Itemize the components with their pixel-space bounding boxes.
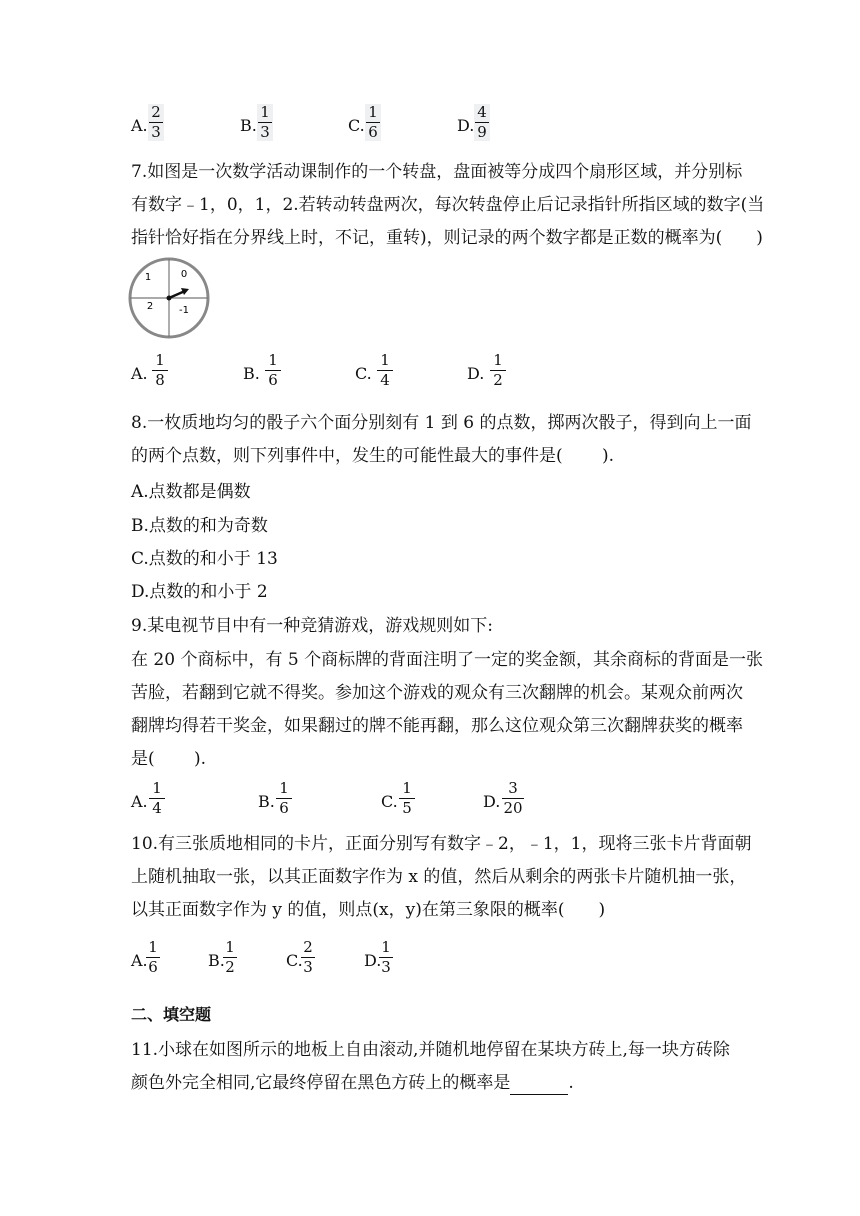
- q7-option-a-fraction: [152, 352, 168, 389]
- q6-option-a-num: 2: [151, 103, 161, 121]
- q7-line-3: 指针恰好指在分界线上时，不记，重转)，则记录的两个数字都是正数的概率为( ): [131, 228, 763, 248]
- q7-option-d-label: D.: [467, 364, 485, 383]
- q9-line-4: 翻牌均得若干奖金，如果翻过的牌不能再翻，那么这位观众第三次翻牌获奖的概率: [131, 716, 743, 736]
- q8-option-b: B.点数的和为奇数: [131, 516, 268, 536]
- q7-option-a-num: 1: [155, 351, 165, 369]
- spinner-figure: [127, 256, 211, 340]
- q6-option-a-den: 3: [151, 123, 161, 141]
- q9-option-b-num: 1: [279, 779, 289, 797]
- q10-option-c-den: 3: [303, 958, 313, 976]
- q6-option-c-fraction: [365, 104, 381, 141]
- q8-line-1: 8.一枚质地均匀的骰子六个面分别刻有 1 到 6 的点数，掷两次骰子，得到向上一面: [131, 413, 752, 433]
- q7-option-b-label: B.: [243, 364, 260, 383]
- q10-option-a-den: 6: [148, 958, 158, 976]
- q9-option-d-num: 3: [508, 779, 518, 797]
- q9-option-c-num: 1: [402, 779, 412, 797]
- q6-option-c-label: C.: [348, 116, 365, 135]
- q7-option-a-den: 8: [155, 371, 165, 389]
- q10-line-2: 上随机抽取一张，以其正面数字作为 x 的值，然后从剩余的两张卡片随机抽一张，: [131, 867, 747, 887]
- q7-option-c-num: 1: [380, 351, 390, 369]
- q7-line-1: 7.如图是一次数学活动课制作的一个转盘，盘面被等分成四个扇形区域，并分别标: [131, 162, 743, 182]
- q6-option-c-num: 1: [368, 103, 378, 121]
- q7-option-c-den: 4: [380, 371, 390, 389]
- q10-option-b-fraction: [223, 939, 237, 976]
- q6-option-b-fraction: [257, 104, 273, 141]
- q9-option-d-den: 20: [503, 799, 523, 817]
- q9-option-c-label: C.: [381, 792, 398, 811]
- q10-option-b-label: B.: [208, 951, 225, 970]
- q8-line-2: 的两个点数，则下列事件中，发生的可能性最大的事件是( ).: [131, 446, 615, 466]
- spinner-label-0: 0: [180, 269, 188, 280]
- q10-option-b-num: 1: [225, 938, 235, 956]
- q11-line-1: 11.小球在如图所示的地板上自由滚动,并随机地停留在某块方砖上,每一块方砖除: [131, 1040, 730, 1060]
- q10-option-d-fraction: [379, 939, 393, 976]
- q10-option-a-fraction: [146, 939, 160, 976]
- q11-line-2-tail: .: [568, 1073, 574, 1093]
- q9-option-c-fraction: [399, 780, 415, 817]
- q6-option-b-den: 3: [260, 123, 270, 141]
- q7-option-c-fraction: [377, 352, 393, 389]
- q7-option-b-num: 1: [268, 351, 278, 369]
- q7-option-b-den: 6: [268, 371, 278, 389]
- q10-option-d-num: 1: [381, 938, 391, 956]
- q6-option-b-num: 1: [260, 103, 270, 121]
- q10-option-c-num: 2: [303, 938, 313, 956]
- q6-option-d-num: 4: [477, 103, 487, 121]
- q6-option-a-fraction: [148, 104, 164, 141]
- q10-line-1: 10.有三张质地相同的卡片，正面分别写有数字﹣2，﹣1，1，现将三张卡片背面朝: [131, 834, 752, 854]
- q11-answer-blank[interactable]: [510, 1076, 568, 1095]
- q8-option-a: A.点数都是偶数: [131, 482, 251, 502]
- q7-line-2: 有数字﹣1，0，1，2.若转动转盘两次，每次转盘停止后记录指针所指区域的数字(当: [131, 195, 765, 215]
- q9-line-5: 是( ).: [131, 749, 207, 769]
- q7-option-a-label: A.: [131, 364, 148, 383]
- q9-option-a-den: 4: [152, 799, 162, 817]
- q10-line-3: 以其正面数字作为 y 的值，则点(x，y)在第三象限的概率( ): [131, 900, 606, 920]
- q9-option-b-den: 6: [279, 799, 289, 817]
- q10-option-c-label: C.: [286, 951, 303, 970]
- q10-option-c-fraction: [301, 939, 315, 976]
- q10-option-a-label: A.: [131, 951, 148, 970]
- q6-option-b-label: B.: [240, 116, 257, 135]
- q9-option-d-label: D.: [483, 792, 501, 811]
- q8-option-d: D.点数的和小于 2: [131, 582, 268, 602]
- q9-option-a-label: A.: [131, 792, 148, 811]
- q9-option-b-label: B.: [258, 792, 275, 811]
- q10-option-a-num: 1: [148, 938, 158, 956]
- q9-option-d-fraction: [502, 780, 524, 817]
- q9-line-1: 9.某电视节目中有一种竞猜游戏，游戏规则如下:: [131, 616, 493, 636]
- q10-option-d-label: D.: [364, 951, 382, 970]
- q11-line-2-text: 颜色外完全相同,它最终停留在黑色方砖上的概率是: [131, 1073, 511, 1093]
- spinner-label-2: 2: [146, 301, 154, 312]
- q7-option-c-label: C.: [355, 364, 372, 383]
- q9-option-a-num: 1: [152, 779, 162, 797]
- q7-option-d-den: 2: [493, 371, 503, 389]
- q9-line-2: 在 20 个商标中，有 5 个商标牌的背面注明了一定的奖金额，其余商标的背面是一张: [131, 650, 764, 670]
- q7-option-d-num: 1: [493, 351, 503, 369]
- spinner-label-1: 1: [144, 272, 152, 283]
- spinner-label-neg1: -1: [179, 305, 189, 316]
- q6-option-a-label: A.: [131, 116, 148, 135]
- q9-option-a-fraction: [149, 780, 165, 817]
- q6-option-d-label: D.: [457, 116, 475, 135]
- q11-line-2: [131, 1071, 574, 1095]
- q9-line-3: 苦脸，若翻到它就不得奖。参加这个游戏的观众有三次翻牌的机会。某观众前两次: [131, 683, 743, 703]
- q6-option-d-den: 9: [477, 123, 487, 141]
- q7-option-b-fraction: [265, 352, 281, 389]
- q8-option-c: C.点数的和小于 13: [131, 549, 278, 569]
- q6-option-d-fraction: [474, 104, 490, 141]
- q9-option-c-den: 5: [402, 799, 412, 817]
- q9-option-b-fraction: [276, 780, 292, 817]
- section-heading-fill-in: 二、填空题: [131, 1005, 212, 1024]
- q6-option-c-den: 6: [368, 123, 378, 141]
- q10-option-b-den: 2: [225, 958, 235, 976]
- q7-option-d-fraction: [490, 352, 506, 389]
- q10-option-d-den: 3: [381, 958, 391, 976]
